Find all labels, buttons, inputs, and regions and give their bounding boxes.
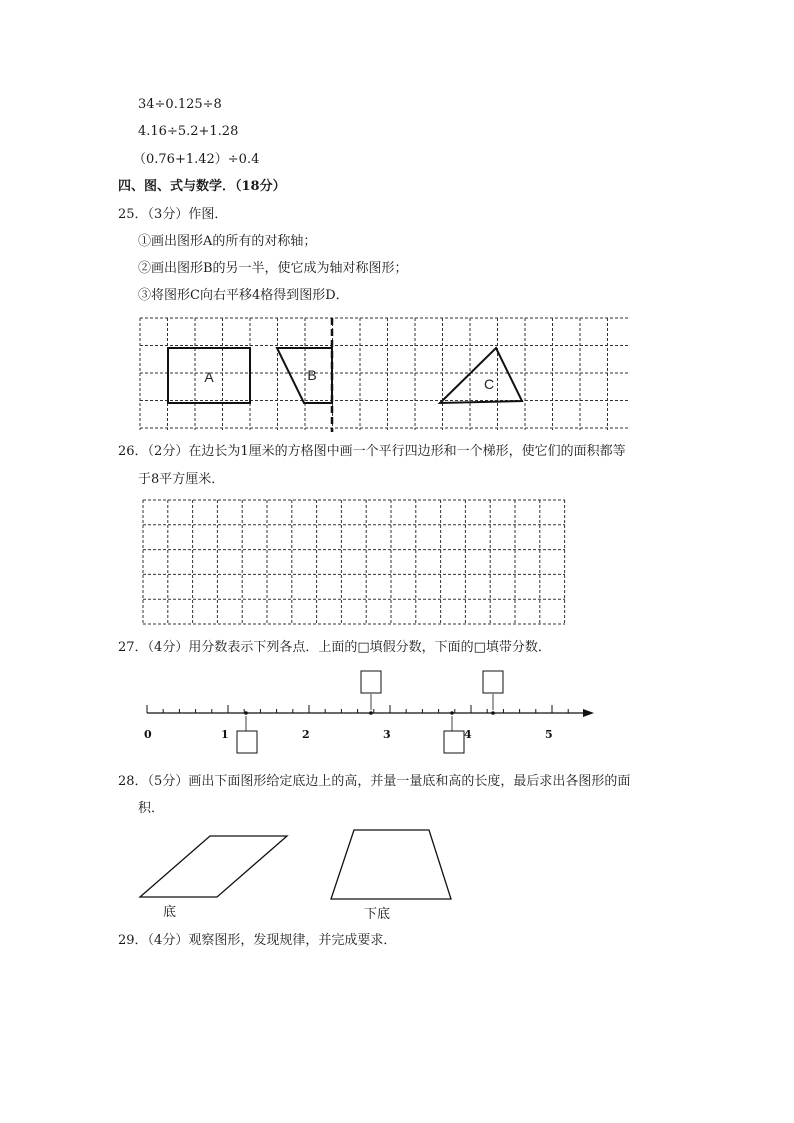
q26-grid-figure[interactable] [143, 500, 567, 626]
q26-line-1: 26．（2分）在边长为1厘米的方格图中画一个平行四边形和一个梯形，使它们的面积都等 [118, 444, 626, 459]
shape-c-triangle [440, 348, 522, 403]
section-heading: 四、图、式与数学．（18分） [118, 179, 286, 194]
q26-line-2: 于8平方厘米． [138, 472, 225, 487]
point-d-dot [491, 711, 495, 715]
tick-label-0: 0 [144, 728, 152, 741]
trapezoid-base-label: 下底 [364, 907, 391, 922]
shape-a-label: A [204, 369, 214, 385]
tick-label-4: 4 [464, 728, 472, 741]
parallelogram-base-label: 底 [163, 905, 177, 920]
parallelogram-shape [140, 836, 287, 897]
calc-line-3: （0.76+1.42）÷0.4 [133, 152, 260, 167]
q25-sub-2: ②画出图形B的另一半，使它成为轴对称图形； [138, 261, 408, 276]
answer-box-improper-1[interactable] [361, 671, 381, 693]
calc-line-2: 4.16÷5.2+1.28 [138, 124, 239, 139]
point-b-dot [369, 711, 373, 715]
q28-line-2: 积． [138, 801, 165, 816]
trapezoid-shape [331, 830, 451, 899]
shape-c-label: C [483, 376, 495, 392]
tick-label-3: 3 [383, 728, 391, 741]
answer-box-improper-2[interactable] [483, 671, 503, 693]
point-c-dot [450, 711, 454, 715]
calc-line-1: 34÷0.125÷8 [138, 97, 222, 112]
q27-number-line [140, 668, 600, 758]
answer-box-mixed-2[interactable] [444, 731, 464, 753]
q28-shapes-figure [130, 824, 470, 924]
answer-box-mixed-1[interactable] [237, 731, 257, 753]
number-line-arrow [583, 709, 594, 717]
q28-line-1: 28．（5分）画出下面图形给定底边上的高，并量一量底和高的长度，最后求出各图形的面 [118, 774, 631, 789]
q25-sub-1: ①画出图形A的所有的对称轴； [138, 234, 317, 249]
q25-sub-3: ③将图形C向右平移4格得到图形D． [138, 288, 349, 303]
q25-grid-figure [140, 318, 634, 432]
q27-title: 27．（4分）用分数表示下列各点．上面的□填假分数，下面的□填带分数． [118, 640, 551, 655]
shape-b-label: B [307, 367, 317, 383]
tick-label-2: 2 [302, 728, 310, 741]
tick-label-5: 5 [545, 728, 553, 741]
q25-title: 25．（3分）作图． [118, 207, 228, 222]
point-a-dot [244, 711, 248, 715]
q29-title: 29．（4分）观察图形，发现规律，并完成要求． [118, 933, 397, 948]
tick-label-1: 1 [221, 728, 229, 741]
